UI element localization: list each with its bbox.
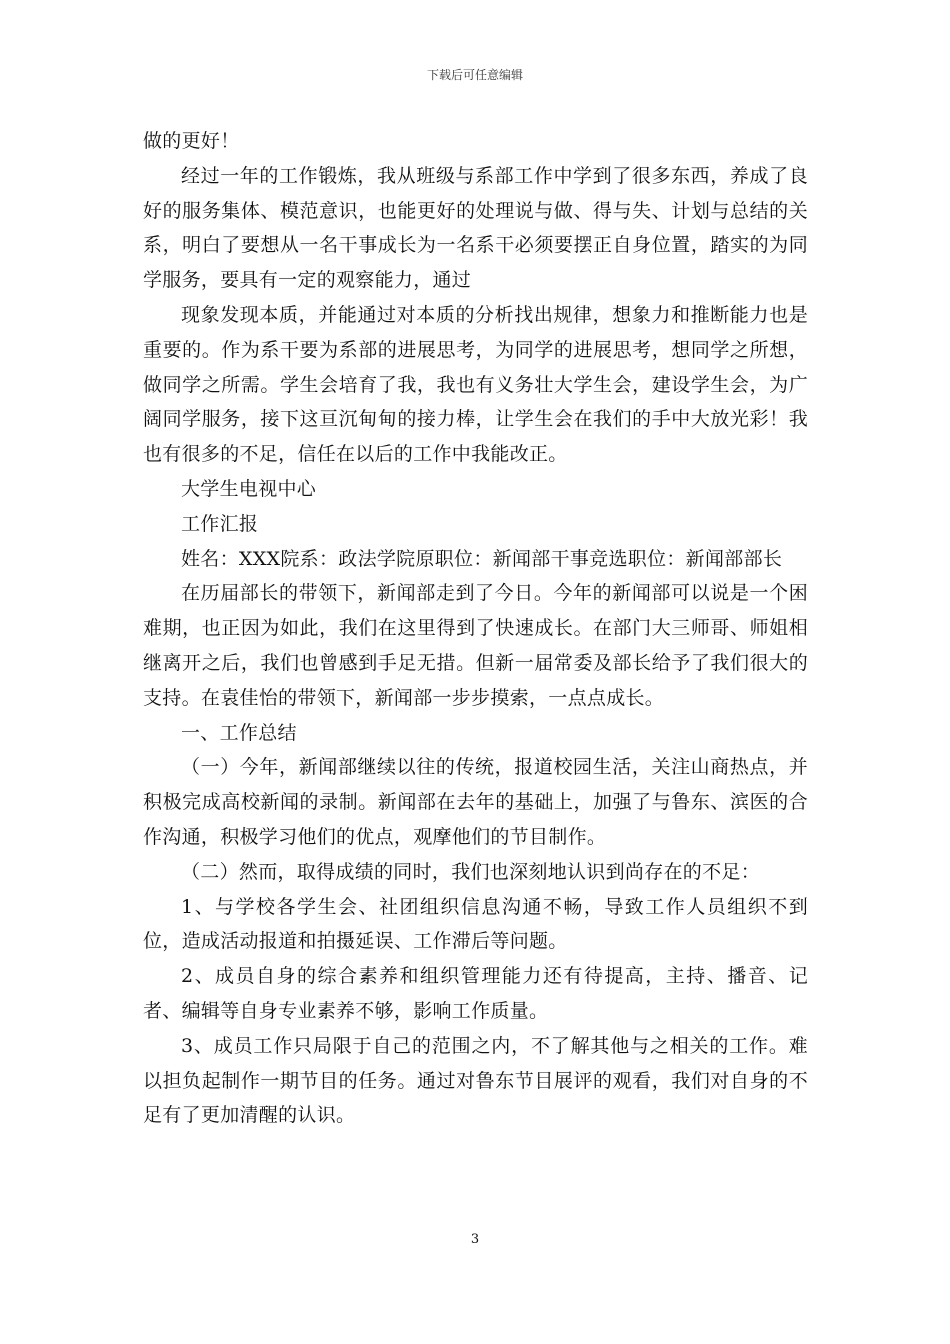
paragraph: 现象发现本质，并能通过对本质的分析找出规律，想象力和推断能力也是重要的。作为系干要为系部的进展思考，为同学的进展思考，想同学之所想，做同学之所需。学生会培育了我，我也有义务壮大学生会，建设学生会，为广阔同学服务，接下这亘沉甸甸的接力棒，让学生会在我们的手中大放光彩！我也有很多的不足，信任在以后的工作中我能改正。 (143, 303, 808, 466)
paragraph: 做的更好！ (143, 130, 240, 152)
page-header: 下载后可任意编辑 (426, 68, 523, 82)
list-item: 3、成员工作只局限于自己的范围之内，不了解其他与之相关的工作。难以担负起制作一期节目的任务。通过对鲁东节目展评的观看，我们对自身的不足有了更加清醒的认识。 (143, 1034, 808, 1127)
section-heading: 一、工作总结 (181, 721, 297, 744)
applicant-info: 姓名：XXX院系：政法学院原职位：新闻部干事竞选职位：新闻部部长 (181, 547, 783, 570)
document-body (143, 124, 808, 1133)
paragraph: 经过一年的工作锻炼，我从班级与系部工作中学到了很多东西，养成了良好的服务集体、模范意识，也能更好的处理说与做、得与失、计划与总结的关系，明白了要想从一名干事成长为一名系干必须要摆正自身位置，踏实的为同学服务，要具有一定的观察能力，通过 (143, 164, 808, 292)
list-item: 1、与学校各学生会、社团组织信息沟通不畅，导致工作人员组织不到位，造成活动报道和拍摄延误、工作滞后等问题。 (143, 895, 808, 953)
list-item: 2、成员自身的综合素养和组织管理能力还有待提高，主持、播音、记者、编辑等自身专业素养不够，影响工作质量。 (143, 965, 808, 1022)
section-heading: 工作汇报 (181, 512, 259, 535)
paragraph: 在历届部长的带领下，新闻部走到了今日。今年的新闻部可以说是一个困难期，也正因为如此，我们在这里得到了快速成长。在部门大三师哥、师姐相继离开之后，我们也曾感到手足无措。但新一届常委及部长给予了我们很大的支持。在袁佳怡的带领下，新闻部一步步摸索，一点点成长。 (143, 582, 808, 709)
section-heading: 大学生电视中心 (181, 477, 317, 500)
paragraph: （一）今年，新闻部继续以往的传统，报道校园生活，关注山商热点，并积极完成高校新闻的录制。新闻部在去年的基础上，加强了与鲁东、滨医的合作沟通，积极学习他们的优点，观摩他们的节目制作。 (143, 756, 808, 848)
page-number: 3 (470, 1232, 480, 1247)
paragraph: （二）然而，取得成绩的同时，我们也深刻地认识到尚存在的不足： (181, 860, 761, 883)
